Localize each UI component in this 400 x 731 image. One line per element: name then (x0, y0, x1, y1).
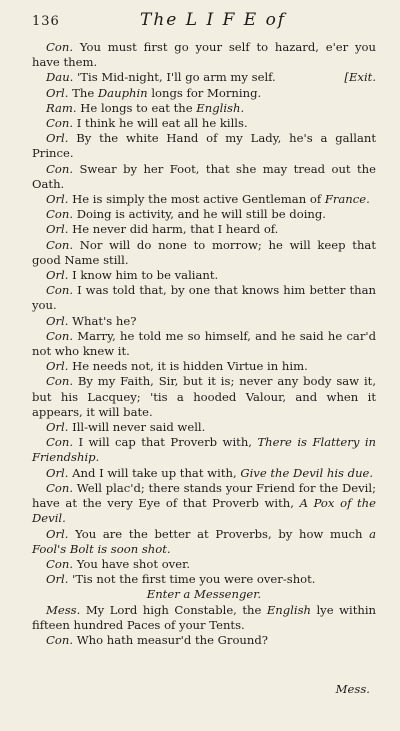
speaker: Orl. (46, 192, 69, 207)
speech-line (32, 329, 376, 359)
speech-text: I think he will eat all he kills. (76, 116, 248, 131)
speech-line (32, 527, 376, 557)
speech-line (32, 359, 376, 374)
speech-line (32, 420, 376, 435)
speaker: Con. (46, 161, 74, 176)
speech-text: Nor will do none to morrow; he will keep that good Name still. (32, 237, 376, 267)
speech-line (32, 192, 376, 207)
speech-line (32, 162, 376, 192)
speech-line (32, 314, 376, 329)
speech-text: By the white Hand of my Lady, he's a gallant Prince. (32, 131, 376, 161)
speaker: Orl. (46, 313, 69, 328)
speech-italic: Dauphin (97, 85, 148, 100)
speaker: Con. (46, 328, 74, 343)
stage-direction: Enter a Messenger. (146, 587, 262, 602)
speech-line (32, 572, 376, 587)
speech-text: Doing is activity, and he will still be doing. (76, 207, 326, 222)
speaker: Con. (46, 116, 74, 131)
speaker: Con. (46, 556, 74, 571)
speech-italic: There is Flattery in Friendship. (32, 435, 377, 465)
speech-line (32, 207, 376, 222)
speech-text: He longs to eat the (80, 100, 197, 115)
speech-line (32, 268, 376, 283)
speech-text: 'Tis not the first time you were over-shot. (72, 572, 316, 587)
speaker: Con. (46, 632, 74, 647)
speech-text: And I will take up that with, (72, 465, 241, 480)
speaker: Orl. (46, 268, 69, 283)
text-body (32, 40, 376, 648)
speech-line (32, 283, 376, 313)
speech-text: Well plac'd; there stands your Friend for the Devil; have at the very Eye of that Proverb with, (32, 480, 376, 511)
speaker: Orl. (46, 572, 69, 587)
speech-line (32, 86, 376, 101)
speech-text: Marry, he told me so himself, and he said he car'd not who knew it. (32, 328, 376, 359)
speaker: Orl. (46, 222, 69, 237)
speech-italic: France. (324, 192, 370, 207)
speech-line (32, 222, 376, 237)
speech-line (32, 374, 376, 420)
page-number: 136 (32, 14, 60, 29)
speech-text: I was told that, by one that knows him better than you. (32, 283, 376, 313)
speech-italic: A Pox of the Devil. (32, 496, 376, 526)
speech-line (32, 131, 376, 161)
speaker: Con. (46, 40, 74, 54)
speech-line (32, 466, 376, 481)
speech-line (32, 435, 376, 465)
speech-text: My Lord high Constable, the (85, 602, 267, 617)
speech-text: 'Tis Mid-night, I'll go arm my self. (77, 70, 276, 85)
speaker: Ram. (46, 100, 77, 115)
speech-line (32, 40, 376, 70)
speaker: Orl. (46, 359, 69, 374)
page-header (32, 10, 368, 36)
speaker: Con. (46, 283, 74, 298)
speech-italic: Give the Devil his due. (240, 465, 374, 480)
speaker: Orl. (46, 465, 69, 480)
speech-text: He never did harm, that I heard of. (72, 222, 279, 237)
speech-text: He is simply the most active Gentleman of (72, 192, 325, 207)
speaker: Orl. (46, 131, 69, 146)
speech-text: I will cap that Proverb with, (78, 435, 258, 450)
speech-text: I know him to be valiant. (72, 268, 219, 283)
speech-line (32, 70, 376, 85)
speaker: Orl. (46, 85, 69, 100)
speaker: Mess. (46, 602, 81, 617)
speech-text: Who hath measur'd the Ground? (76, 632, 268, 647)
speech-text: He needs not, it is hidden Virtue in him. (72, 359, 308, 374)
running-title: The L I F E of (140, 10, 287, 30)
speech-line (32, 603, 376, 633)
speech-line (32, 557, 376, 572)
speaker: Con. (46, 207, 74, 222)
speech-text: By my Faith, Sir, but it is; never any body saw it, but his Lacquey; 'tis a hooded Valour, and when it appears, it will bate. (32, 374, 377, 419)
speech-text: You have shot over. (76, 556, 191, 571)
speech-text: Ill-will never said well. (72, 420, 206, 435)
speaker: Dau. (46, 70, 74, 85)
speech-text-end: longs for Morning. (147, 85, 262, 100)
speaker: Orl. (46, 420, 69, 435)
speech-text: You must first go your self to hazard, e'er you have them. (32, 40, 376, 70)
speech-line (32, 238, 376, 268)
speaker: Con. (46, 237, 74, 252)
speech-text: What's he? (72, 313, 137, 328)
speaker: Con. (46, 435, 74, 450)
speech-text-end: lye within fifteen hundred Paces of your Tents. (32, 602, 376, 632)
speech-line (32, 101, 376, 116)
speech-italic: English (266, 602, 311, 617)
speech-italic: a Fool's Bolt is soon shot. (32, 526, 376, 556)
catchword: Mess. (335, 682, 370, 696)
speech-italic: English. (196, 100, 245, 115)
speech-line (32, 116, 376, 131)
speech-line (32, 633, 376, 648)
speaker: Con. (46, 480, 74, 495)
speech-text: The (72, 85, 98, 100)
speaker: Con. (46, 374, 74, 389)
stage-direction-exit: [Exit. (344, 70, 376, 85)
speech-line (32, 481, 376, 527)
speaker: Orl. (46, 526, 69, 541)
speech-text: You are the better at Proverbs, by how much (75, 526, 370, 541)
speech-text: Swear by her Foot, that she may tread out the Oath. (32, 161, 376, 191)
